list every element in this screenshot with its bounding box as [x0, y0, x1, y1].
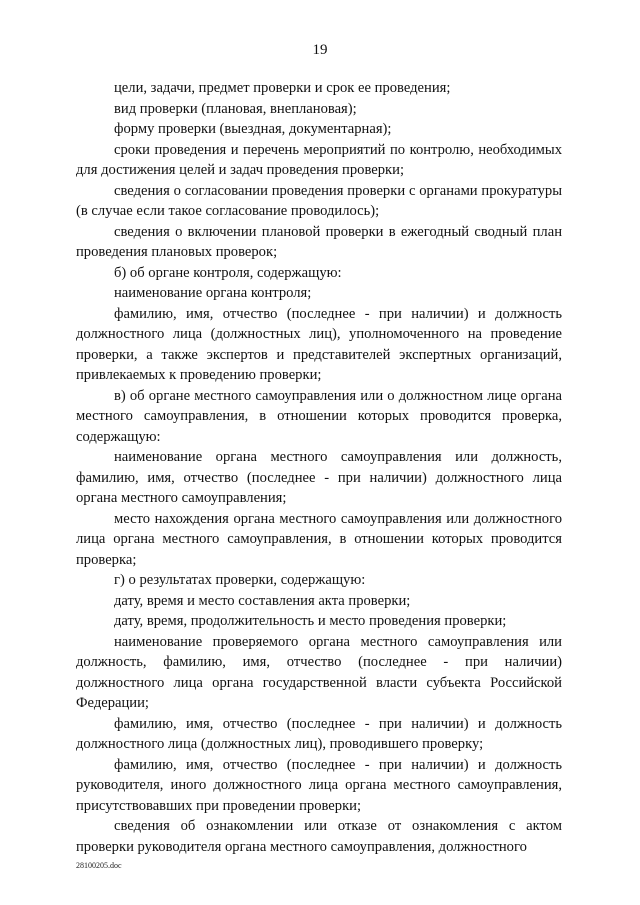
paragraph: место нахождения органа местного самоуправления или должностного лица органа местного самоуправления, в отношении которых проводится проверка;	[76, 510, 562, 568]
paragraph: наименование органа контроля;	[114, 285, 312, 301]
footer-filename: 28100205.doc	[76, 861, 122, 870]
paragraph: форму проверки (выездная, документарная);	[114, 121, 392, 137]
paragraph: дату, время, продолжительность и место проведения проверки;	[114, 613, 507, 629]
section-heading-g: г) о результатах проверки, содержащую:	[114, 572, 366, 588]
paragraph: вид проверки (плановая, внеплановая);	[114, 100, 357, 117]
section-heading-v: в) об органе местного самоуправления или о должностном лице органа местного самоуправления, в отношении которых проводится проверка, содержащую:	[76, 387, 562, 445]
section-heading-b: б) об органе контроля, содержащую:	[114, 264, 342, 281]
paragraph: сведения о согласовании проведения проверки с органами прокуратуры (в случае если такое согласование проводилось);	[76, 182, 562, 219]
paragraph: фамилию, имя, отчество (последнее - при наличии) и должность должностного лица (должностных лиц), проводившего проверку;	[76, 715, 562, 752]
paragraph: дату, время и место составления акта проверки;	[114, 592, 411, 609]
document-body	[76, 78, 562, 857]
paragraph: цели, задачи, предмет проверки и срок ее проведения;	[114, 80, 451, 96]
paragraph: фамилию, имя, отчество (последнее - при наличии) и должность должностного лица (должностных лиц), уполномоченного на проведение проверки, а также экспертов и представителей экспертных организаций, привлекаемых к проведению проверки;	[76, 305, 562, 383]
paragraph: сведения о включении плановой проверки в ежегодный сводный план проведения плановых проверок;	[76, 223, 562, 260]
paragraph: наименование органа местного самоуправления или должность, фамилию, имя, отчество (последнее - при наличии) должностного лица органа местного самоуправления;	[76, 449, 562, 506]
paragraph: сведения об ознакомлении или отказе от ознакомления с актом проверки руководителя органа местного самоуправления, должностного	[76, 818, 562, 855]
paragraph: фамилию, имя, отчество (последнее - при наличии) и должность руководителя, иного должностного лица органа местного самоуправления, присутствовавших при проведении проверки;	[76, 756, 562, 814]
page-number: 19	[312, 42, 328, 58]
paragraph: наименование проверяемого органа местного самоуправления или должность, фамилию, имя, отчество (последнее - при наличии) должностного лица органа государственной власти субъекта Российской Федерации;	[76, 633, 562, 711]
paragraph: сроки проведения и перечень мероприятий по контролю, необходимых для достижения целей и задач проведения проверки;	[76, 141, 562, 178]
